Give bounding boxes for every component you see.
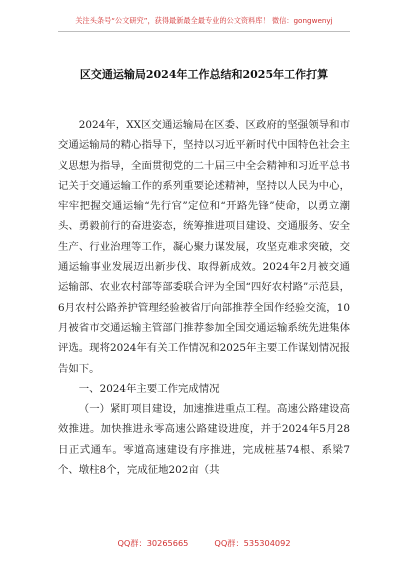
footer-qq-left: QQ群：30265665 [117, 538, 189, 548]
footer-qq-right: QQ群：535304092 [214, 538, 291, 548]
intro-paragraph: 2024年，XX区交通运输局在区委、区政府的坚强领导和市交通运输局的精心指导下，坚持以习近平新时代中国特色社会主义思想为指导，全面贯彻党的二十届三中全会精神和习近平总书记关于交通运输工作的系列重要论述精神，坚持以人民为中心，牢牢把握交通运输“先行官”定位和“开路先锋”使命，以勇立潮头、勇毅前行的奋进姿态，统筹推进项目建设、交通服务、安全生产、行业治理等工作，凝心聚力谋发展，攻坚克难求突破，交通运输事业发展迈出新步伐、取得新成效。2024年2月被交通运输部、农业农村部等部委联合评为全国“四好农村路”示范县，6月农村公路养护管理经验被省厅向部推荐全国作经验交流，10月被省市交通运输主管部门推荐参加全国交通运输系统先进集体评选。现将2024年有关工作情况和2025年主要工作谋划情况报告如下。 [58, 119, 350, 375]
header-divider [58, 31, 350, 32]
header-banner: 关注头条号“公文研究”，获得最新最全最专业的公文资料库！ 微信：gongwenyj [75, 16, 333, 25]
section-heading: 一、2024年主要工作完成情况 [78, 382, 220, 395]
document-title: 区交通运输局2024年工作总结和2025年工作打算 [79, 68, 329, 81]
subsection-paragraph: （一）紧盯项目建设，加速推进重点工程。高速公路建设高效推进。加快推进永零高速公路建设进度，并于2024年5月28日正式通车。零道高速建设有序推进，完成桩基74根、系梁7个、墩柱8个，完成征地202亩（共 [58, 403, 350, 477]
footer-qq-groups [0, 538, 408, 549]
document-body [58, 115, 350, 480]
